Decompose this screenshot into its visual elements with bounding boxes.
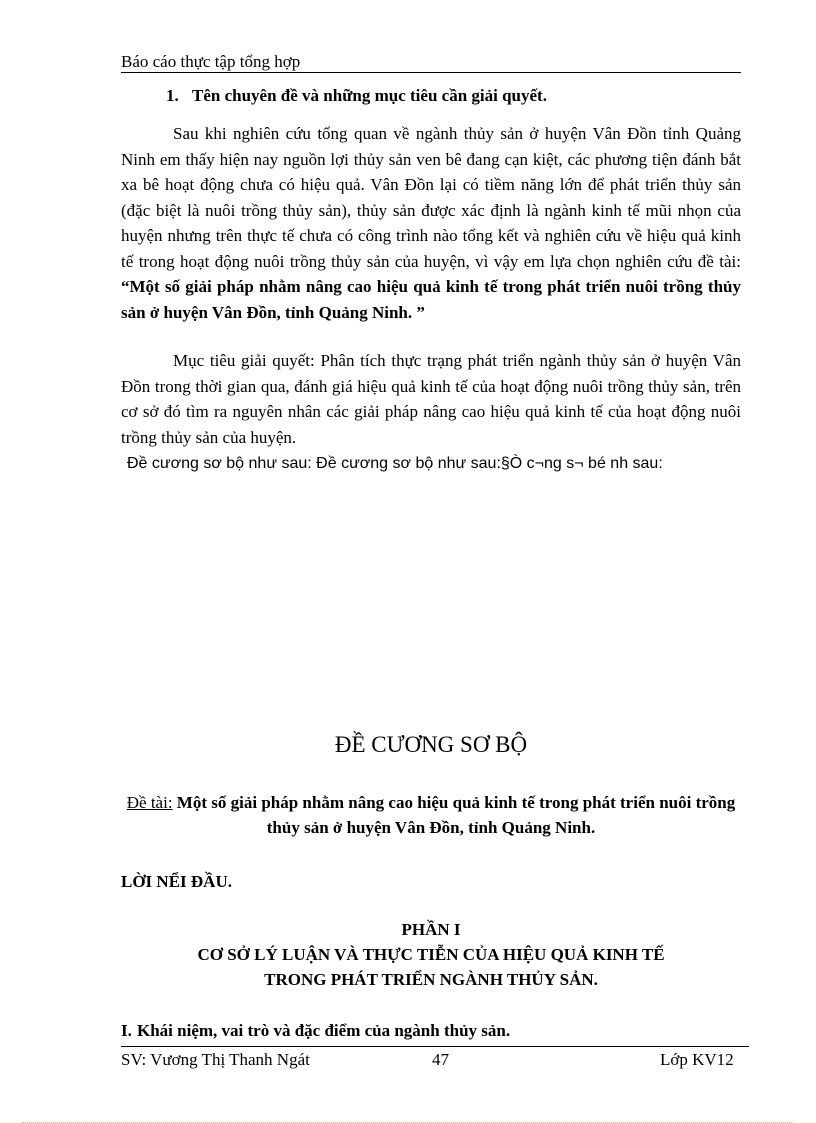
paragraph-intro-topic: “Một số giải pháp nhằm nâng cao hiệu quả kinh tế trong phát triển nuôi trồng thủy sản ở huyện Vân Đồn, tỉnh Quảng Ninh. ” — [121, 277, 741, 322]
topic-text: Một số giải pháp nhằm nâng cao hiệu quả kinh tế trong phát triển nuôi trồng thủy sản ở huyện Vân Đồn, tỉnh Quảng Ninh. — [172, 793, 736, 837]
section-title: Tên chuyên đề và những mục tiêu cần giải quyết. — [192, 86, 547, 105]
outline-title: ĐỀ CƯƠNG SƠ BỘ — [334, 732, 528, 757]
header-rule — [121, 72, 741, 73]
intro-heading: LỜI NỂI ĐẦU. — [121, 872, 232, 891]
page-header: Báo cáo thực tập tổng hợp — [121, 52, 301, 71]
subsection-heading — [121, 1021, 510, 1041]
part-heading — [121, 917, 741, 992]
paragraph-intro-text: Sau khi nghiên cứu tổng quan về ngành thủy sản ở huyện Vân Đồn tỉnh Quảng Ninh em thấy hiện nay nguồn lợi thủy sản ven bê đang cạn kiệt, các phương tiện đánh bắt xa bê hoạt động chưa có hiệu quả. Vân Đồn lại có tiềm năng lớn để phát triển thủy sản (đặc biệt là nuôi trồng thủy sản), thủy sản được xác định là ngành kinh tế mũi nhọn của huyện nhưng trên thực tế chưa có công trình nào tổng kết và nghiên cứu về hiệu quả kinh tế trong hoạt động nuôi trồng thủy sản của huyện, vì vậy em lựa chọn nghiên cứu đề tài: — [121, 124, 741, 271]
part-label: PHẦN I — [401, 920, 461, 939]
outline-topic — [121, 790, 741, 840]
subsection-title: Khái niệm, vai trò và đặc điểm của ngành thủy sản. — [137, 1021, 511, 1040]
paragraph-goals: Mục tiêu giải quyết: Phân tích thực trạng phát triển ngành thủy sản ở huyện Vân Đồn trong thời gian qua, đánh giá hiệu quả kinh tế của hoạt động nuôi trồng thủy sản, trên cơ sở đó tìm ra nguyên nhân các giải pháp nâng cao hiệu quả kinh tế của hoạt động nuôi trồng thủy sản của huyện. — [121, 351, 741, 447]
paragraph-outline-note: Đề cương sơ bộ như sau: Đề cương sơ bộ như sau:§Ò c¬ng s¬ bé nh sau: — [127, 455, 663, 472]
section-number: 1. — [166, 86, 179, 105]
footer-student: SV: Vương Thị Thanh Ngát — [121, 1050, 310, 1069]
part-title-line2: TRONG PHÁT TRIỂN NGÀNH THỦY SẢN. — [264, 970, 598, 989]
paragraph-intro — [121, 121, 741, 325]
section-heading — [166, 86, 547, 106]
topic-label: Đề tài: — [126, 793, 173, 812]
footer-page-number: 47 — [432, 1050, 449, 1069]
footer-rule — [121, 1046, 749, 1047]
footer-class: Lớp KV12 — [660, 1050, 734, 1069]
subsection-number: I. — [121, 1021, 132, 1040]
part-title-line1: CƠ SỞ LÝ LUẬN VÀ THỰC TIỄN CỦA HIỆU QUẢ KINH TẾ — [197, 945, 665, 964]
